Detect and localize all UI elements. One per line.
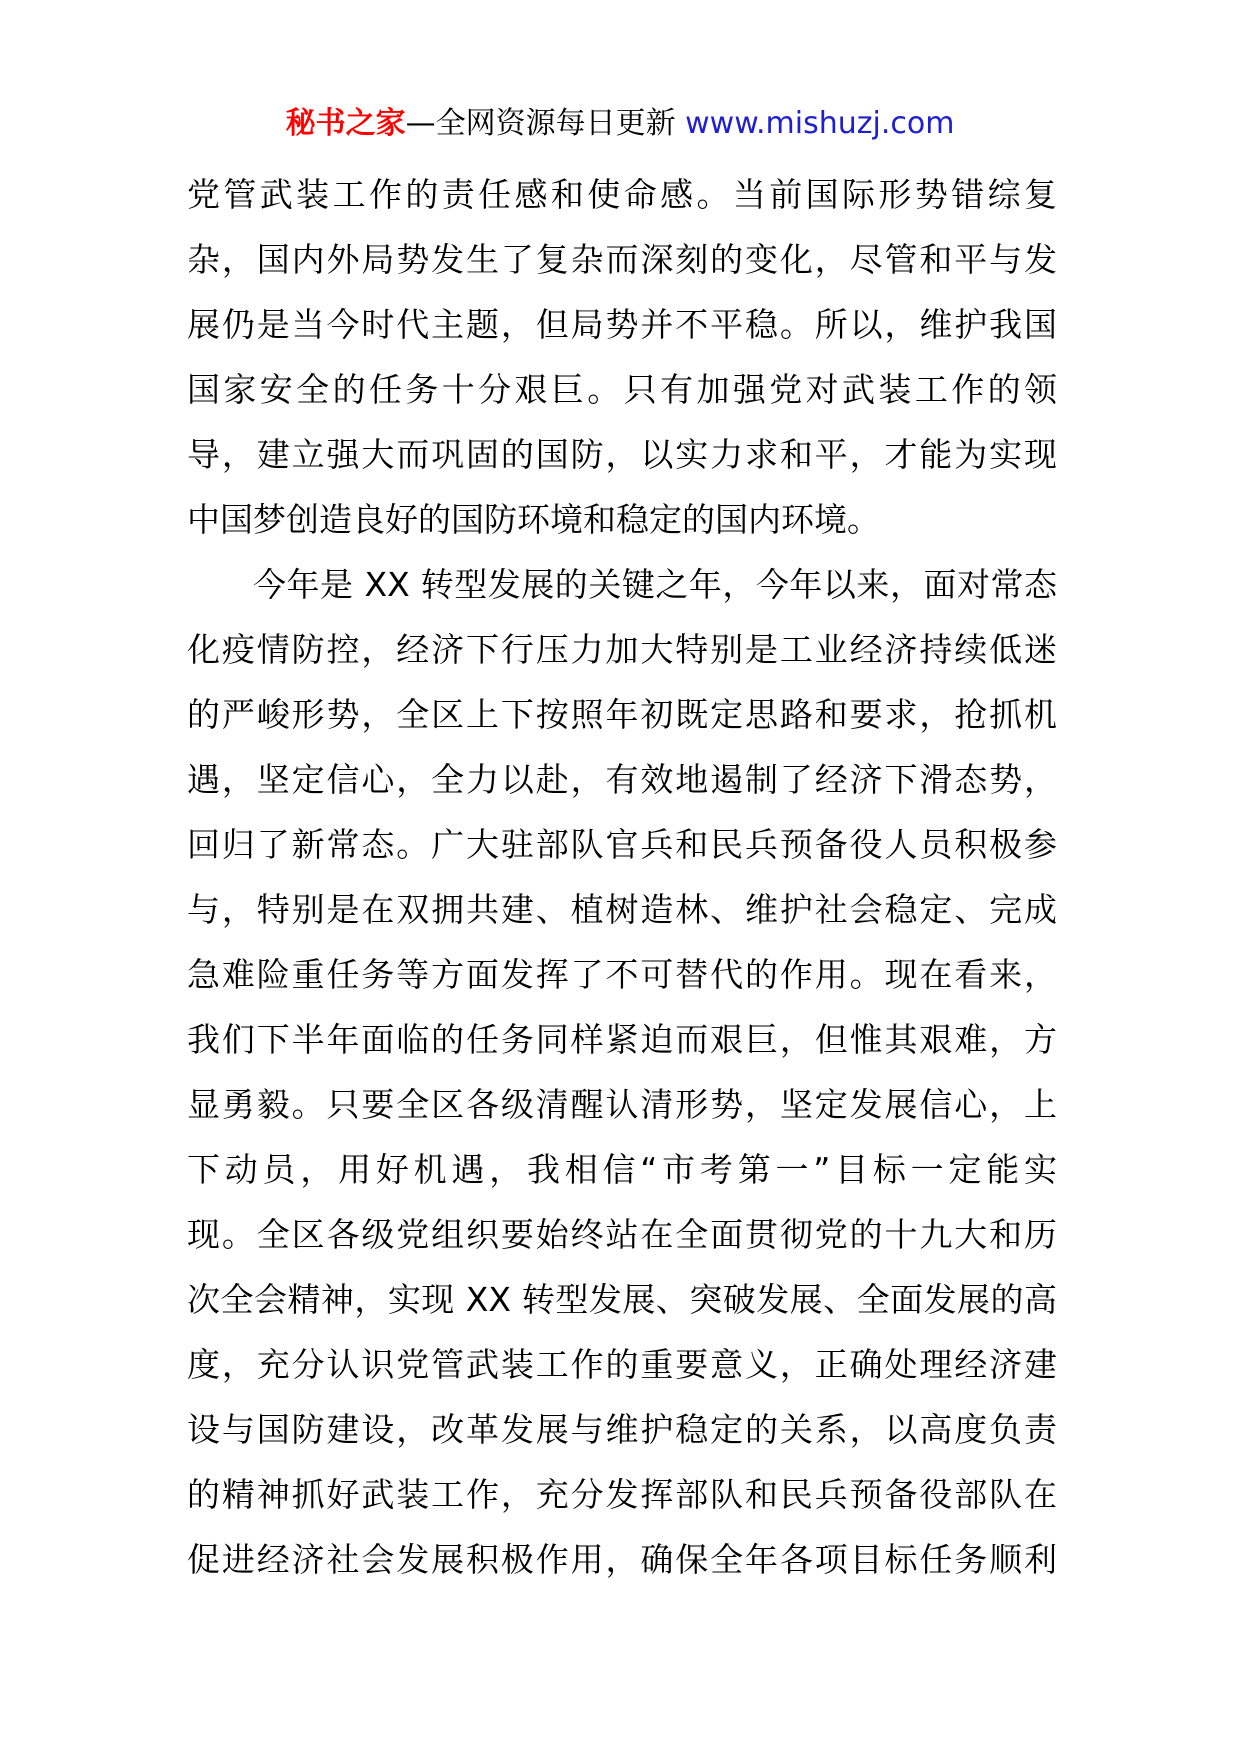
text-line: 党管武装工作的责任感和使命感。当前国际形势错综复 [187, 175, 1057, 214]
paragraph-2 [187, 552, 1057, 1592]
text-line: 展仍是当今时代主题，但局势并不平稳。所以，维护我国 [187, 305, 1057, 344]
text-line: 次全会精神，实现 XX 转型发展、突破发展、全面发展的高 [187, 1280, 1057, 1319]
site-url-link[interactable]: www.mishuzj.com [685, 106, 955, 141]
text-line: 与，特别是在双拥共建、植树造林、维护社会稳定、完成 [187, 890, 1057, 929]
text-line: 国家安全的任务十分艰巨。只有加强党对武装工作的领 [187, 370, 1057, 409]
text-line: 化疫情防控，经济下行压力加大特别是工业经济持续低迷 [187, 630, 1057, 669]
text-line: 中国梦创造良好的国防环境和稳定的国内环境。 [187, 500, 880, 539]
text-line: 的严峻形势，全区上下按照年初既定思路和要求，抢抓机 [187, 695, 1057, 734]
text-line: 遇，坚定信心，全力以赴，有效地遏制了经济下滑态势， [187, 760, 1057, 799]
text-line: 下动员，用好机遇，我相信“市考第一”目标一定能实 [187, 1150, 1057, 1189]
watermark-header [0, 100, 1240, 148]
text-line: 设与国防建设，改革发展与维护稳定的关系，以高度负责 [187, 1410, 1057, 1449]
text-line: 导，建立强大而巩固的国防，以实力求和平，才能为实现 [187, 435, 1057, 474]
text-line: 促进经济社会发展积极作用，确保全年各项目标任务顺利 [187, 1540, 1057, 1579]
document-body [187, 162, 1057, 1592]
text-line: 杂，国内外局势发生了复杂而深刻的变化，尽管和平与发 [187, 240, 1057, 279]
brand-name: 秘书之家 [285, 106, 406, 141]
text-line: 今年是 XX 转型发展的关键之年，今年以来，面对常态 [253, 565, 1057, 604]
text-line: 显勇毅。只要全区各级清醒认清形势，坚定发展信心，上 [187, 1085, 1057, 1124]
text-line: 现。全区各级党组织要始终站在全面贯彻党的十九大和历 [187, 1215, 1057, 1254]
text-line: 回归了新常态。广大驻部队官兵和民兵预备役人员积极参 [187, 825, 1057, 864]
text-line: 的精神抓好武装工作，充分发挥部队和民兵预备役部队在 [187, 1475, 1057, 1514]
text-line: 我们下半年面临的任务同样紧迫而艰巨，但惟其艰难，方 [187, 1020, 1057, 1059]
text-line: 急难险重任务等方面发挥了不可替代的作用。现在看来， [187, 955, 1057, 994]
text-line: 度，充分认识党管武装工作的重要意义，正确处理经济建 [187, 1345, 1057, 1384]
header-tagline: —全网资源每日更新 [405, 106, 676, 141]
paragraph-1 [187, 162, 1057, 552]
